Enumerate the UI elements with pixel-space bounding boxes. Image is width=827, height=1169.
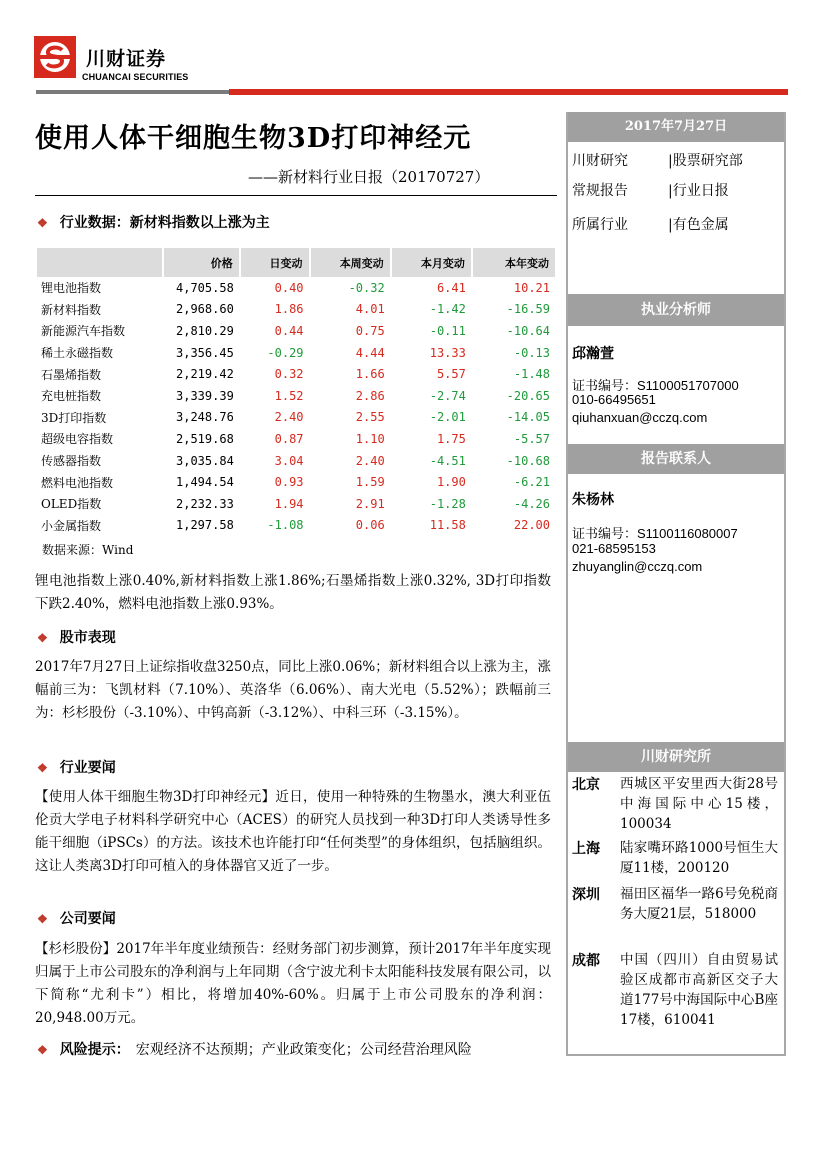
- office-address-chengdu: 中国（四川）自由贸易试验区成都市高新区交子大道177号中海国际中心B座17楼，610041: [620, 952, 778, 1028]
- diamond-bullet-icon: ❖: [37, 1043, 48, 1057]
- index-name-cell: 新材料指数: [41, 302, 102, 317]
- index-name-cell: 稀土永磁指数: [41, 346, 114, 361]
- col-header-daily: 日变动: [240, 248, 310, 277]
- index-name-cell: OLED指数: [41, 497, 102, 512]
- price-cell: 3,356.45: [176, 345, 234, 360]
- section-industry-data-heading: ❖ 行业数据：新材料指数以上涨为主: [37, 215, 270, 231]
- index-name-cell: 新能源汽车指数: [41, 324, 126, 339]
- change-cell: 10.21: [513, 280, 550, 295]
- col-header-price: 价格: [163, 248, 240, 277]
- office-city-chengdu: 成都: [572, 953, 600, 969]
- contact-cert: 证书编号：S1100116080007: [572, 526, 738, 541]
- analyst-heading: 执业分析师: [568, 294, 784, 326]
- change-cell: 1.86: [274, 302, 304, 317]
- change-cell: 1.59: [355, 475, 385, 490]
- header-divider-red: [229, 89, 788, 95]
- report-title: 使用人体干细胞生物3D打印神经元: [35, 123, 472, 154]
- meta-value: |有色金属: [668, 217, 729, 233]
- office-address-shenzhen: 福田区福华一路6号免税商务大厦21层，518000: [620, 886, 778, 922]
- index-name-cell: 小金属指数: [41, 518, 102, 533]
- change-cell: -1.28: [429, 496, 466, 511]
- industry-data-summary: 锂电池指数上涨0.40%,新材料指数上涨1.86%;石墨烯指数上涨0.32%, 3D打印指数下跌2.40%，燃料电池指数上涨0.93%。: [35, 573, 551, 612]
- change-cell: -16.59: [506, 302, 550, 317]
- index-name-cell: 充电桩指数: [41, 389, 102, 404]
- price-cell: 3,339.39: [176, 388, 234, 403]
- price-cell: 1,494.54: [176, 475, 234, 490]
- price-cell: 2,232.33: [176, 496, 234, 511]
- change-cell: 0.40: [274, 280, 304, 295]
- table-row: [37, 493, 556, 515]
- contact-name: 朱杨林: [572, 492, 614, 508]
- change-cell: 5.57: [436, 367, 466, 382]
- office-address-beijing: 西城区平安里西大街28号中海国际中心15楼，100034: [620, 776, 778, 832]
- change-cell: -6.21: [513, 475, 550, 490]
- change-cell: -2.01: [429, 410, 466, 425]
- section-company-news-heading: ❖ 公司要闻: [37, 911, 116, 927]
- company-name-en: CHUANCAI SECURITIES: [82, 72, 189, 82]
- change-cell: -14.05: [506, 410, 550, 425]
- change-cell: 4.44: [355, 345, 385, 360]
- title-divider: [35, 195, 557, 196]
- change-cell: 1.10: [355, 431, 385, 446]
- price-cell: 3,248.76: [176, 410, 234, 425]
- report-subtitle: ——新材料行业日报（20170727）: [248, 168, 490, 186]
- change-cell: 2.91: [355, 496, 385, 511]
- office-city-shenzhen: 深圳: [572, 887, 600, 903]
- analyst-email: qiuhanxuan@cczq.com: [572, 410, 708, 425]
- index-name-cell: 燃料电池指数: [41, 475, 114, 490]
- change-cell: 1.75: [436, 431, 466, 446]
- change-cell: 0.06: [355, 518, 385, 533]
- index-name-cell: 锂电池指数: [41, 281, 102, 296]
- change-cell: -0.13: [513, 345, 550, 360]
- company-logo: [34, 36, 76, 78]
- contact-email: zhuyanglin@cczq.com: [572, 559, 703, 574]
- meta-row-report-type: [572, 180, 729, 200]
- change-cell: 1.66: [355, 367, 385, 382]
- col-header: [37, 248, 163, 277]
- sidebar-border-bottom: [566, 1054, 786, 1056]
- section-market-heading: ❖ 股市表现: [37, 630, 116, 646]
- sidebar-border-left: [566, 112, 568, 1056]
- col-header-monthly: 本月变动: [391, 248, 472, 277]
- sidebar-border-right: [784, 112, 786, 1056]
- institute-heading: 川财研究所: [568, 742, 784, 772]
- change-cell: 0.87: [274, 431, 304, 446]
- contact-heading: 报告联系人: [568, 444, 784, 474]
- market-performance-text: 2017年7月27日上证综指收盘3250点，同比上涨0.06%；新材料组合以上涨为主，涨幅前三为：飞凯材料（7.10%）、英洛华（6.06%）、南大光电（5.52%）；跌幅前三为：杉杉股份（-3.10%）、中钨高新（-3.12%）、中科三环（-3.15%）。: [35, 659, 551, 721]
- change-cell: 0.93: [274, 475, 304, 490]
- price-cell: 2,810.29: [176, 323, 234, 338]
- change-cell: 1.52: [274, 388, 304, 403]
- table-row: [37, 407, 556, 429]
- change-cell: 4.01: [355, 302, 385, 317]
- change-cell: -10.64: [506, 323, 550, 338]
- change-cell: -2.74: [429, 388, 466, 403]
- change-cell: -4.26: [513, 496, 550, 511]
- analyst-phone: 010-66495651: [572, 392, 656, 407]
- diamond-bullet-icon: ❖: [37, 216, 48, 230]
- change-cell: -10.68: [506, 453, 550, 468]
- table-row: [37, 277, 556, 299]
- price-cell: 4,705.58: [176, 280, 234, 295]
- meta-value: |行业日报: [668, 183, 729, 199]
- table-row: [37, 320, 556, 342]
- report-date: 2017年7月27日: [568, 112, 784, 142]
- table-header-row: [37, 248, 556, 277]
- risk-text: 宏观经济不达预期；产业政策变化；公司经营治理风险: [135, 1042, 472, 1058]
- change-cell: 0.44: [274, 323, 304, 338]
- company-news-text: 【杉杉股份】2017年半年度业绩预告：经财务部门初步测算，预计2017年半年度实现归属于上市公司股东的净利润与上年同期（含宁波尤利卡太阳能科技发展有限公司，以下简称“尤利卡”）相比，将增加40%-60%。归属于上市公司股东的净利润：20,948.00万元。: [35, 941, 551, 1026]
- index-name-cell: 石墨烯指数: [41, 367, 102, 382]
- table-row: [37, 363, 556, 385]
- office-address-shanghai: 陆家嘴环路1000号恒生大厦11楼，200120: [620, 840, 778, 876]
- industry-news-text: 【使用人体干细胞生物3D打印神经元】近日，使用一种特殊的生物墨水，澳大利亚伍伦贡大学电子材料科学研究中心（ACES）的研究人员找到一种3D打印人类诱导性多能干细胞（iPSCs）的方法。该技术也许能打印“任何类型”的身体组织，包括脑组织。这让人类离3D打印可植入的身体器官又近了一步。: [35, 789, 551, 874]
- price-cell: 2,968.60: [176, 302, 234, 317]
- change-cell: 22.00: [513, 518, 550, 533]
- meta-value: |股票研究部: [668, 153, 743, 169]
- office-city-beijing: 北京: [572, 777, 600, 793]
- index-name-cell: 3D打印指数: [41, 410, 107, 425]
- meta-label: 所属行业: [572, 217, 628, 233]
- meta-row-industry: [572, 214, 729, 234]
- meta-label: 川财研究: [572, 153, 628, 169]
- diamond-bullet-icon: ❖: [37, 631, 48, 645]
- table-row: [37, 450, 556, 472]
- index-name-cell: 超级电容指数: [41, 432, 114, 447]
- change-cell: -0.29: [267, 345, 304, 360]
- meta-label: 常规报告: [572, 183, 628, 199]
- change-cell: -0.11: [429, 323, 466, 338]
- table-row: [37, 299, 556, 321]
- change-cell: 2.40: [355, 453, 385, 468]
- change-cell: 0.75: [355, 323, 385, 338]
- change-cell: -1.48: [513, 367, 550, 382]
- change-cell: 3.04: [274, 453, 304, 468]
- change-cell: 13.33: [429, 345, 466, 360]
- table-row: [37, 428, 556, 450]
- price-cell: 3,035.84: [176, 453, 234, 468]
- office-city-shanghai: 上海: [572, 841, 600, 857]
- contact-phone: 021-68595153: [572, 541, 656, 556]
- index-name-cell: 传感器指数: [41, 454, 102, 469]
- change-cell: 2.55: [355, 410, 385, 425]
- company-name-cn: 川财证券: [86, 48, 167, 70]
- analyst-name: 邱瀚萱: [572, 346, 614, 362]
- diamond-bullet-icon: ❖: [37, 761, 48, 775]
- meta-row-research: [572, 150, 743, 170]
- section-industry-news-heading: ❖ 行业要闻: [37, 760, 116, 776]
- change-cell: -5.57: [513, 431, 550, 446]
- table-row: [37, 515, 556, 537]
- table-row: [37, 342, 556, 364]
- index-table: [37, 248, 557, 536]
- price-cell: 2,219.42: [176, 367, 234, 382]
- change-cell: -20.65: [506, 388, 550, 403]
- change-cell: -1.08: [267, 518, 304, 533]
- change-cell: 6.41: [436, 280, 466, 295]
- change-cell: 2.40: [274, 410, 304, 425]
- col-header-yearly: 本年变动: [472, 248, 556, 277]
- diamond-bullet-icon: ❖: [37, 912, 48, 926]
- price-cell: 1,297.58: [176, 518, 234, 533]
- change-cell: 2.86: [355, 388, 385, 403]
- change-cell: -4.51: [429, 453, 466, 468]
- col-header-weekly: 本周变动: [310, 248, 391, 277]
- change-cell: 0.32: [274, 367, 304, 382]
- price-cell: 2,519.68: [176, 431, 234, 446]
- data-source-note: 数据来源：Wind: [42, 543, 134, 557]
- change-cell: -0.32: [348, 280, 385, 295]
- change-cell: 1.90: [436, 475, 466, 490]
- change-cell: 1.94: [274, 496, 304, 511]
- table-row: [37, 471, 556, 493]
- analyst-cert: 证书编号：S1100051707000: [572, 378, 739, 393]
- change-cell: 11.58: [429, 518, 466, 533]
- header-divider-grey: [36, 90, 229, 94]
- change-cell: -1.42: [429, 302, 466, 317]
- table-row: [37, 385, 556, 407]
- section-risk: ❖ 风险提示： 宏观经济不达预期；产业政策变化；公司经营治理风险: [37, 1042, 472, 1058]
